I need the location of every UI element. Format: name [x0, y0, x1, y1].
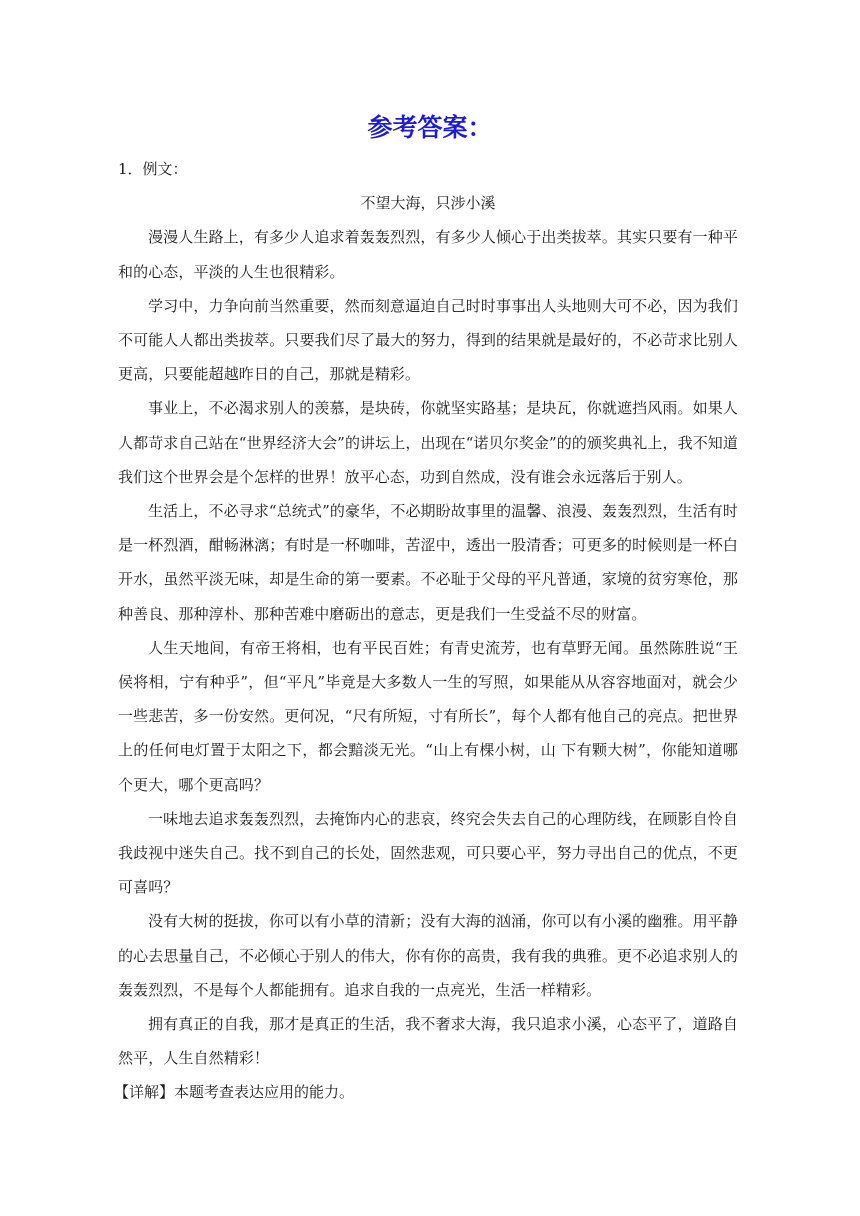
essay-paragraph-2: 学习中，力争向前当然重要，然而刻意逼迫自己时时事事出人头地则大可不必，因为我们不可能人人都出类拔萃。只要我们尽了最大的努力，得到的结果就是最好的，不必苛求比别人更高，只要能超越昨日的自己，那就是精彩。 [118, 296, 738, 384]
essay-paragraph-6: 一味地去追求轰轰烈烈，去掩饰内心的悲哀，终究会失去自己的心理防线，在顾影自怜自我歧视中迷失自己。找不到自己的长处，固然悲观，可只要心平，努力寻出自己的优点，不更可喜吗？ [118, 809, 738, 897]
essay-paragraph-8: 拥有真正的自我，那才是真正的生活，我不奢求大海，我只追求小溪，心态平了，道路自然平，人生自然精彩！ [118, 1015, 738, 1068]
question-label: 1．例文： [118, 160, 188, 178]
essay-paragraph-7: 没有大树的挺拔，你可以有小草的清新；没有大海的汹涌，你可以有小溪的幽雅。用平静的心去思量自己，不必倾心于别人的伟大，你有你的高贵，我有我的典雅。更不必追求别人的轰轰烈烈，不是每个人都能拥有。追求自我的一点亮光，生活一样精彩。 [118, 912, 738, 999]
page-title: 参考答案： [367, 113, 493, 142]
essay-paragraph-1: 漫漫人生路上，有多少人追求着轰轰烈烈，有多少人倾心于出类拔萃。其实只要有一种平和的心态，平淡的人生也很精彩。 [118, 228, 738, 281]
answer-content [114, 152, 738, 1110]
essay-paragraph-4: 生活上，不必寻求“总统式”的豪华，不必期盼故事里的温馨、浪漫、轰轰烈烈，生活有时是一杯烈酒，酣畅淋漓；有时是一杯咖啡，苦涩中，透出一股清香；可更多的时候则是一杯白开水，虽然平淡无味，却是生命的第一要素。不必耻于父母的平凡普通，家境的贫穷寒伧，那种善良、那种淳朴、那种苦难中磨砺出的意志，更是我们一生受益不尽的财富。 [118, 502, 738, 623]
essay-paragraph-3: 事业上，不必渴求别人的羡慕，是块砖，你就坚实路基；是块瓦，你就遮挡风雨。如果人人都苛求自己站在“世界经济大会”的讲坛上，出现在“诺贝尔奖金”的的颁奖典礼上，我不知道我们这个世界会是个怎样的世界！放平心态，功到自然成，没有谁会永远落后于别人。 [118, 399, 738, 486]
detail-note: 【详解】本题考查表达应用的能力。 [114, 1083, 355, 1102]
essay-paragraph-5: 人生天地间，有帝王将相，也有平民百姓；有青史流芳，也有草野无闻。虽然陈胜说“王侯将相，宁有种乎”，但“平凡”毕竟是大多数人一生的写照，如果能从从容容地面对，就会少一些悲苦，多一份安然。更何况，“尺有所短，寸有所长”，每个人都有他自己的亮点。把世界上的任何电灯置于太阳之下，都会黯淡无光。“山上有棵小树，山 下有颗大树”，你能知道哪个更大，哪个更高吗？ [118, 638, 738, 794]
essay-title: 不望大海，只涉小溪 [360, 194, 496, 213]
